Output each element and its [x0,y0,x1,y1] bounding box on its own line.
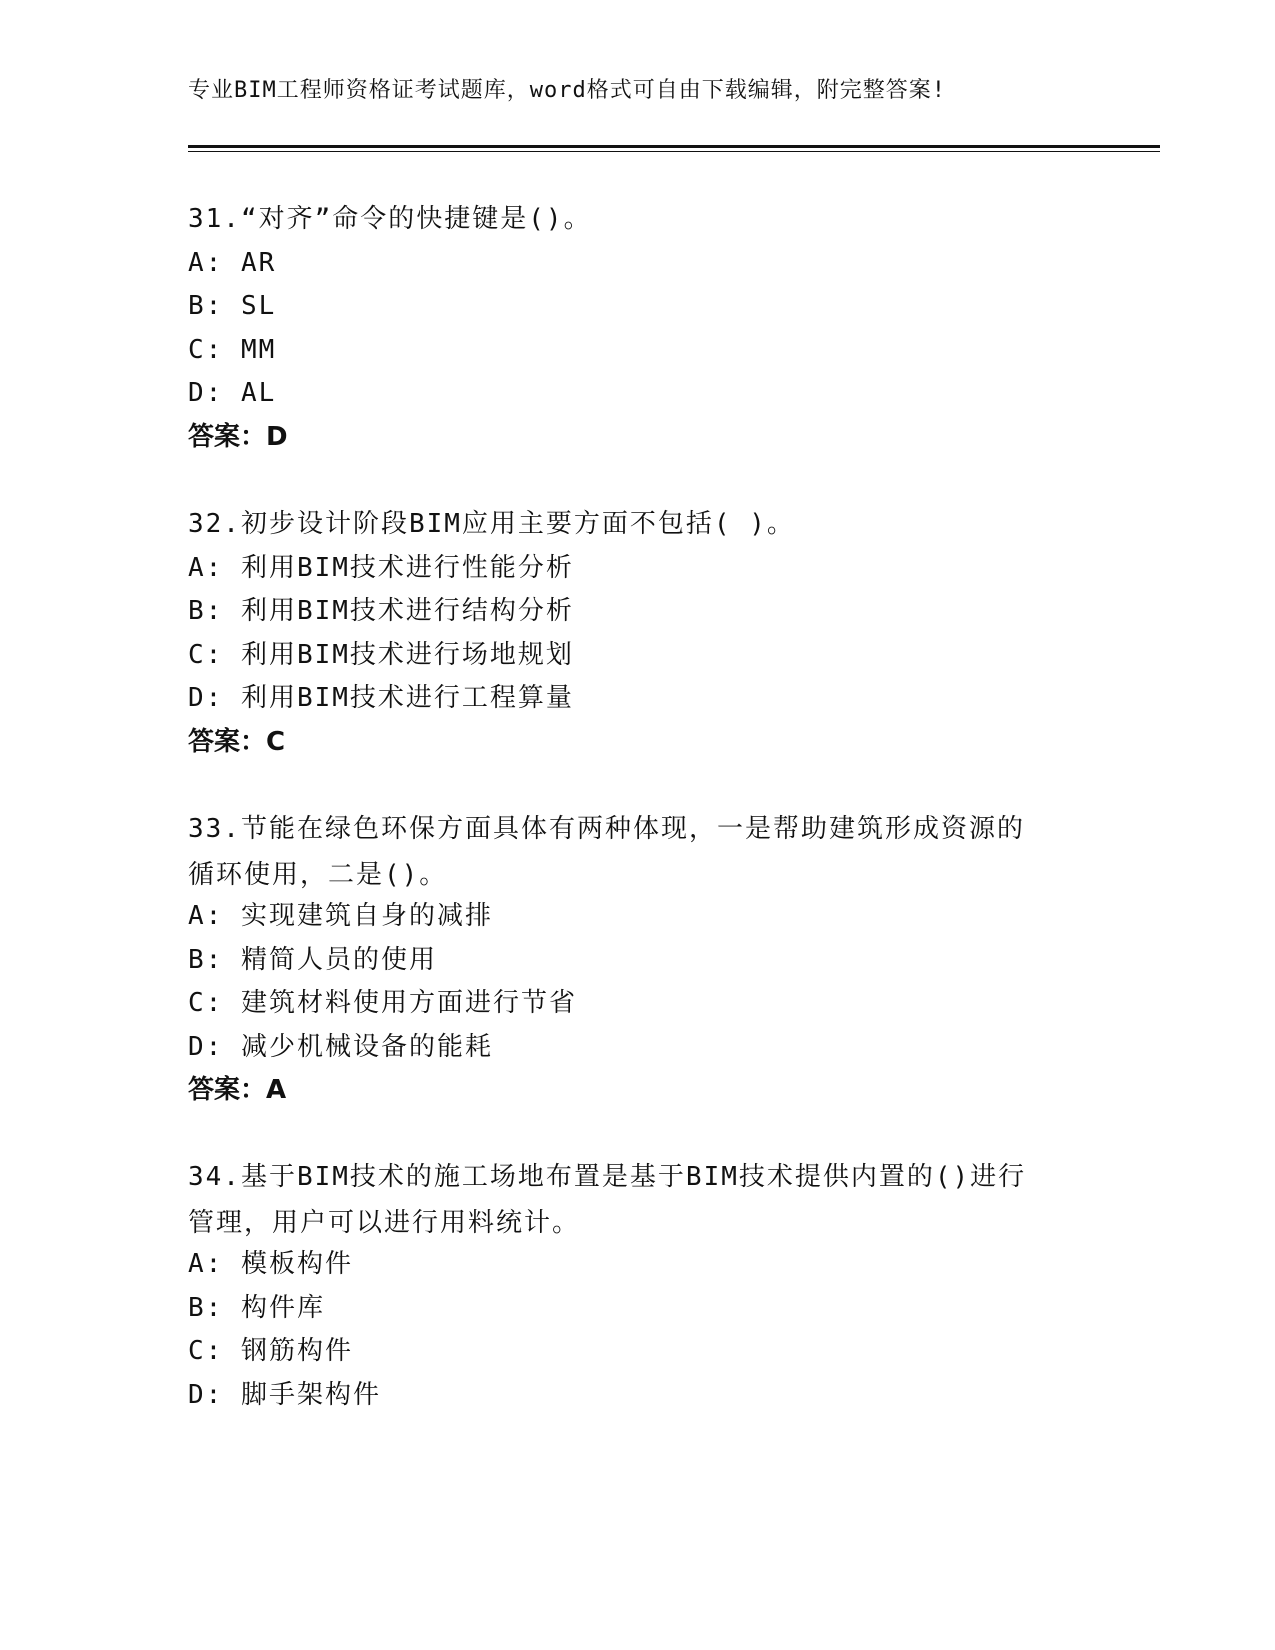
question-34-option-b: B: 构件库 [188,1293,325,1323]
question-32-option-a: A: 利用BIM技术进行性能分析 [188,553,574,583]
header-rule-thin [188,151,1160,152]
question-31-stem: 31.“对齐”命令的快捷键是()。 [188,204,592,234]
question-31-answer: 答案：D [188,422,288,452]
question-32-option-c: C: 利用BIM技术进行场地规划 [188,640,574,670]
page-header: 专业BIM工程师资格证考试题库，word格式可自由下载编辑，附完整答案! [188,78,946,103]
question-32-option-b: B: 利用BIM技术进行结构分析 [188,596,574,626]
question-32-answer: 答案：C [188,727,286,757]
question-31-option-d: D: AL [188,378,277,408]
question-32-stem: 32.初步设计阶段BIM应用主要方面不包括( )。 [188,509,795,539]
question-33-option-b: B: 精简人员的使用 [188,945,437,975]
question-34-option-a: A: 模板构件 [188,1249,353,1279]
question-33-option-a: A: 实现建筑自身的减排 [188,901,493,931]
header-rule-thick [188,145,1160,148]
question-31-option-b: B: SL [188,291,277,321]
question-34-option-d: D: 脚手架构件 [188,1380,381,1410]
question-31-option-c: C: MM [188,335,277,365]
question-33-option-c: C: 建筑材料使用方面进行节省 [188,988,577,1018]
question-33-answer: 答案：A [188,1075,287,1105]
question-34-option-c: C: 钢筋构件 [188,1336,353,1366]
question-34-stem: 34.基于BIM技术的施工场地布置是基于BIM技术提供内置的()进行管理，用户可以进行用料统计。 [188,1162,1027,1238]
question-33-option-d: D: 减少机械设备的能耗 [188,1032,493,1062]
question-31-option-a: A: AR [188,248,277,278]
question-33-stem: 33.节能在绿色环保方面具体有两种体现，一是帮助建筑形成资源的循环使用，二是()。 [188,814,1025,890]
question-32-option-d: D: 利用BIM技术进行工程算量 [188,683,574,713]
